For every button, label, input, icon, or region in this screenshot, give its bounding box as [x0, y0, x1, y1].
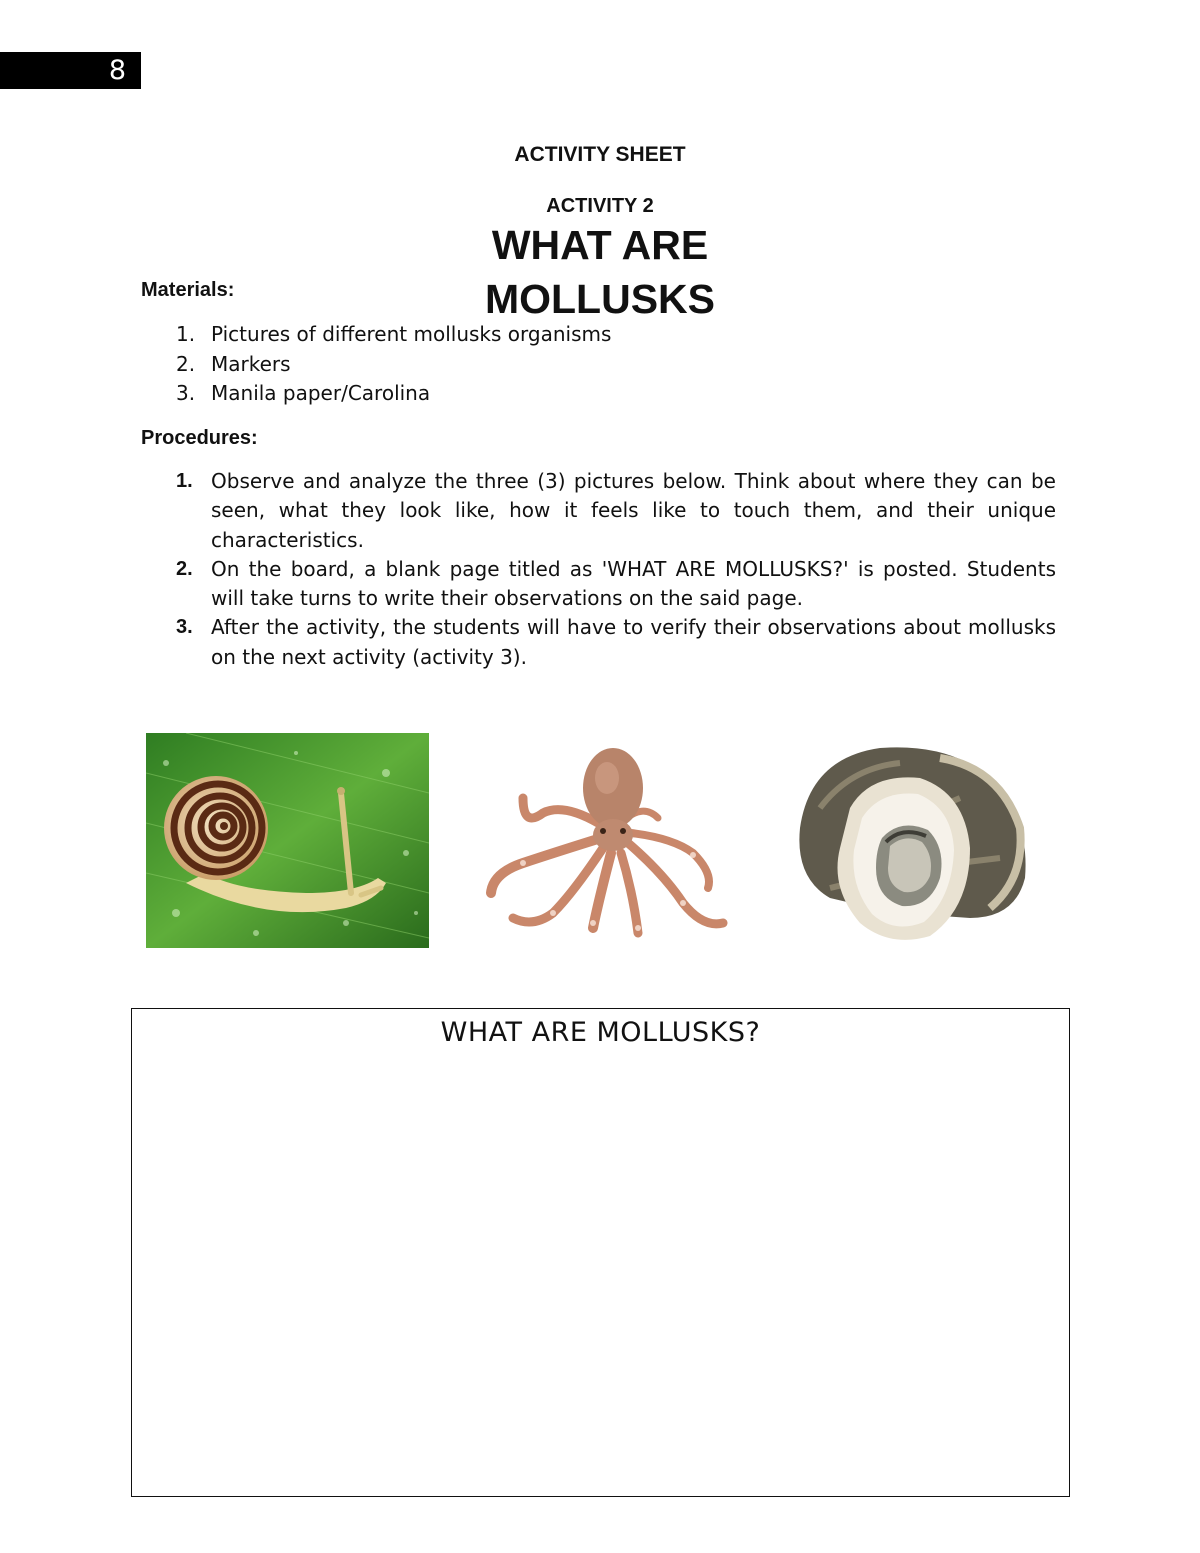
board-title: WHAT ARE MOLLUSKS?: [440, 1017, 761, 1048]
materials-list: [176, 320, 611, 409]
observation-board: [131, 1008, 1070, 1497]
item-number: 3.: [176, 616, 193, 639]
item-number: 3.: [176, 381, 196, 405]
item-text: After the activity, the students will have to verify their observations about mollusks on the next activity (activity 3).: [211, 615, 1056, 669]
list-item: [176, 350, 611, 380]
octopus-picture: [483, 743, 731, 945]
item-text: Observe and analyze the three (3) pictures below. Think about where they can be seen, what they look like, how it feels like to touch them, and their unique characteristics.: [211, 469, 1056, 552]
sheet-label: ACTIVITY SHEET: [514, 143, 686, 166]
item-number: 2.: [176, 351, 196, 376]
item-number: 2.: [176, 557, 193, 580]
item-number: 1.: [176, 322, 196, 346]
snail-picture: [146, 733, 429, 948]
item-text: Markers: [211, 351, 291, 376]
title-line-1: WHAT ARE: [491, 222, 709, 268]
activity-label: ACTIVITY 2: [546, 195, 654, 217]
oyster-picture: [790, 738, 1035, 950]
item-text: Pictures of different mollusks organisms: [211, 322, 612, 346]
title-line-2: MOLLUSKS: [484, 276, 716, 322]
list-item: [176, 613, 1056, 672]
list-item: [176, 379, 611, 409]
list-item: [176, 555, 1056, 614]
item-text: On the board, a blank page titled as 'WHAT ARE MOLLUSKS?' is posted. Students will take turns to write their observations on the said page.: [211, 556, 1056, 611]
page-number: 8: [108, 55, 126, 86]
procedures-label: Procedures:: [141, 427, 258, 449]
list-item: [176, 467, 1056, 555]
page-number-tab: [0, 52, 141, 89]
item-number: 1.: [176, 470, 193, 492]
octopus-image: [483, 743, 731, 945]
materials-label: Materials:: [141, 279, 235, 301]
procedures-list: [176, 467, 1056, 672]
item-text: Manila paper/Carolina: [211, 381, 431, 405]
list-item: [176, 320, 611, 350]
oyster-image: [790, 738, 1035, 950]
snail-image: [146, 733, 429, 948]
